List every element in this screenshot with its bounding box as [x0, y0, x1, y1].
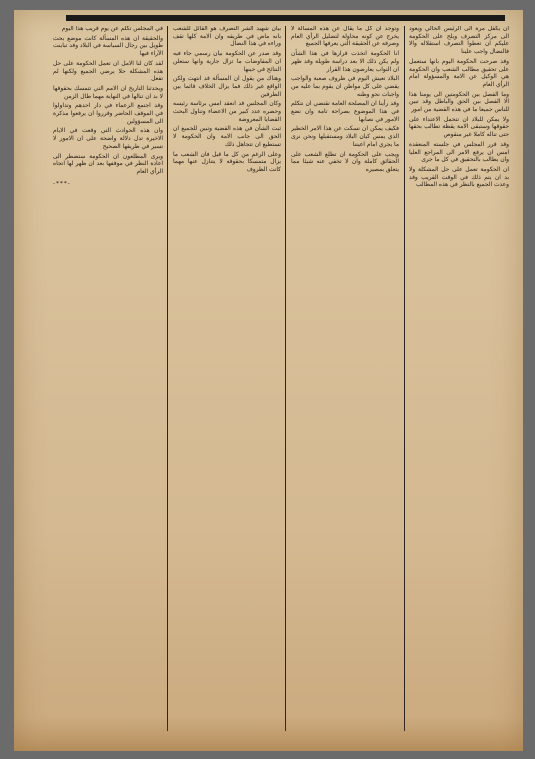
- paragraph: ان يكفل مرة الى الرئيس الحالي ويعود الى مركز التصرف ويلح على الحكومة عليكم ان تعطوا التصرف استقلاله والا فالنضال واجب علينا: [409, 26, 509, 56]
- paragraph: وهناك من يقول ان المسألة قد انتهت ولكن الواقع غير ذلك فما يزال الخلاف قائما بين الطرفين: [173, 76, 281, 98]
- paragraph: ان الحكومة تعمل على حل المشكلة ولا بد ان يتم ذلك في الوقت القريب وقد وعدت الجميع بالنظر في هذه المطالب: [409, 166, 509, 189]
- paragraph: وقد رأينا ان المصلحة العامة تقتضي ان نتكلم في هذا الموضوع بصراحة تامة وان نضع الامور في نصابها: [291, 101, 399, 123]
- paragraph: وما الفصل بين الحكومتين الى يومنا هذا الا الفصل بين الحق والباطل وقد تبين للناس جميعا ما في هذه القضية من امور: [409, 91, 509, 114]
- column-divider: [404, 26, 405, 731]
- paragraph: البلاد تعيش اليوم في ظروف صعبة والواجب يقضي على كل مواطن ان يقوم بما عليه من واجبات نحو وطنه: [291, 76, 399, 98]
- paragraph: وقد صدر عن الحكومة بيان رسمي جاء فيه ان المفاوضات ما تزال جارية وانها ستعلن النتائج في حينها: [173, 51, 281, 73]
- paragraph: وقد صرحت الحكومة اليوم بانها ستعمل على تحقيق مطالب الشعب وان الحكومة هي الوكيل عن الامة والمسؤولة امام الرأي العام: [409, 58, 509, 88]
- paragraph: ولا يمكن للبلاد ان تتحمل الاعتداء على حقوقها وستبقى الامة يقظة تطالب بحقها حتى تناله كاملا غير منقوص: [409, 116, 509, 139]
- paragraph: بيان شهيد الشر التصرف هو القائل للشعب بانه ماض في طريقه وان الامة كلها تقف وراءه في هذا النضال: [173, 26, 281, 48]
- paragraph: وعلى الرغم من كل ما قيل فان الشعب ما يزال متمسكا بحقوقه لا يتنازل عنها مهما كانت الظروف: [173, 151, 281, 173]
- paragraph: وقد قرر المجلس في جلسته المنعقدة امس ان يرفع الامر الى المراجع العليا وان يطالب بالتحقيق في كل ما جرى: [409, 141, 509, 164]
- newspaper-page: [14, 10, 523, 751]
- text-column-4: [53, 26, 163, 731]
- paragraph: ويرى المطلعون ان الحكومة ستضطر الى اعادة النظر في موقفها بعد ان ظهر لها اتجاه الرأي العام: [53, 153, 163, 175]
- paragraph: انا الحكومة اتخذت قرارها في هذا الشأن ولم يكن ذلك الا بعد دراسة طويلة وقد ظهر ان النواب يعارضون هذا القرار: [291, 51, 399, 73]
- column-divider: [285, 26, 286, 731]
- paragraph: لقد كان لنا الامل ان تعمل الحكومة على حل هذه المشكلة حلا يرضي الجميع ولكنها لم تفعل: [53, 60, 163, 83]
- paragraph: وان هذه الحوادث التي وقعت في الايام الاخيرة تدل دلالة واضحة على ان الامور لا تسير في طريقها الصحيح: [53, 128, 163, 150]
- paragraph: ويجب على الحكومة ان تطلع الشعب على الحقائق كاملة وان لا تخفي عنه شيئا مما يتعلق بمصيره: [291, 151, 399, 173]
- paragraph: فكيف يمكن ان نسكت عن هذا الامر الخطير الذي يمس كيان البلاد ومستقبلها ونحن نرى ما يجري امام اعيننا: [291, 126, 399, 148]
- article-end-mark: -***-: [53, 180, 71, 187]
- paragraph: ويحدثنا التاريخ ان الامم التي تتمسك بحقوقها لا بد ان تنالها في النهاية مهما طال الزمن: [53, 85, 163, 100]
- columns-area: [48, 26, 513, 731]
- paragraph: ثبت الشأن في هذه القضية وتبين للجميع ان الحق الى جانب الامة وان الحكومة لا تستطيع ان تتجاهل ذلك: [173, 126, 281, 148]
- paragraph: وتوجد ان كل ما يقال عن هذه المسألة لا يخرج عن كونه محاولة لتضليل الرأي العام وصرفه عن الحقيقة التي يعرفها الجميع: [291, 26, 399, 48]
- paragraph: في المجلس تكلم عن يوم قريب هذا اليوم: [61, 26, 163, 32]
- paragraph: وقد اجتمع الزعماء في دار احدهم وتداولوا في الموقف الحاضر وقرروا ان يرفعوا مذكرة الى المسؤولين: [53, 103, 163, 125]
- top-rule: [66, 15, 505, 21]
- text-column-1: [409, 26, 509, 731]
- text-column-2: [291, 26, 399, 731]
- text-column-3: [173, 26, 281, 731]
- paragraph: وكان المجلس قد انعقد امس برئاسة رئيسه وحضره عدد كبير من الاعضاء وتناول البحث القضايا المعروضة: [173, 101, 281, 123]
- column-divider: [167, 26, 168, 731]
- paragraph: والحقيقة ان هذه المسألة كانت موضع بحث طويل بين رجال السياسة في البلاد وقد تباينت الآراء فيها: [53, 35, 163, 58]
